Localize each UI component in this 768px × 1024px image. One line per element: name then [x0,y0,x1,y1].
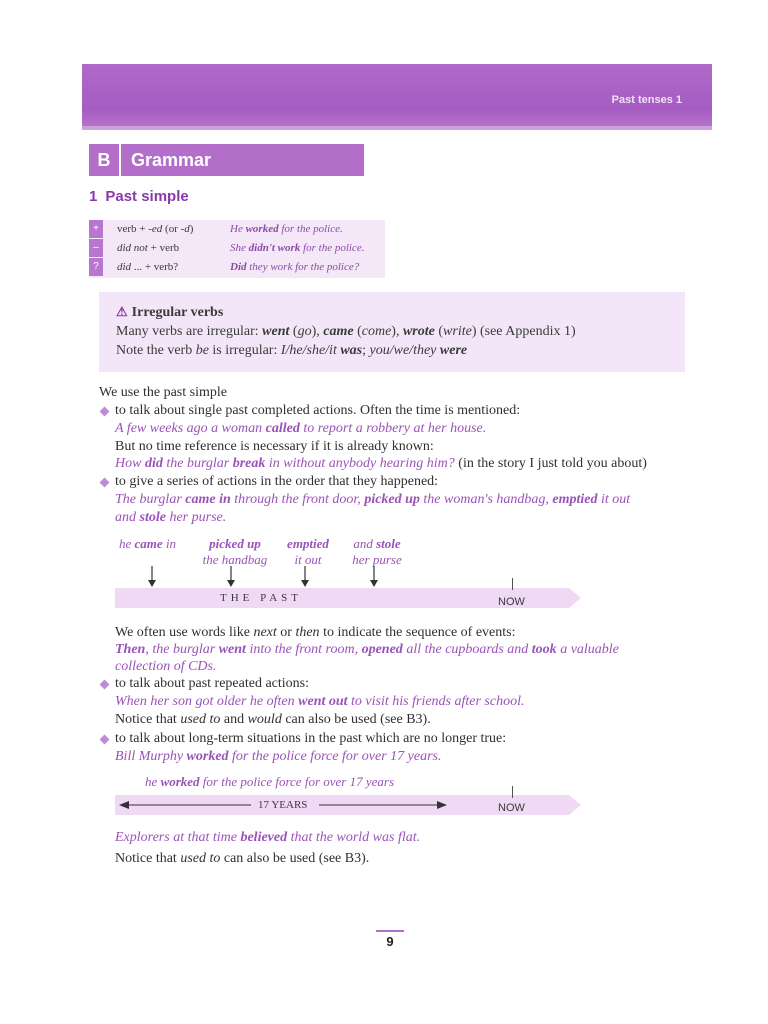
form-symbol: ? [89,258,103,276]
diagram-label-picked-up: picked up the handbag [202,536,268,567]
subsection-number: 1 [89,188,98,205]
timeline-tip [569,795,581,815]
sequence-text: We often use words like next or then to indicate the sequence of events: [115,625,516,640]
arrow-down-icon [368,566,380,588]
irregular-verbs-note [99,292,685,372]
usage-1-text: to talk about single past completed actions. Often the time is mentioned: [115,403,521,418]
header-bar-edge [82,126,712,130]
usage-3-text: to talk about past repeated actions: [115,676,309,691]
timeline-past-label: THE PAST [220,592,303,604]
usage-1-example-2: How did the burglar break in without anybody hearing him? (in the story I just told you about) [115,456,647,471]
now-label: NOW [498,802,525,814]
sequence-example-1: Then, the burglar went into the front room, opened all the cupboards and took a valuable [115,642,619,657]
running-head: Past tenses 1 [611,94,682,106]
page-number-rule [376,930,404,932]
arrow-down-icon [225,566,237,588]
form-symbol: + [89,220,103,238]
bullet-icon [100,407,110,417]
warning-icon: ⚠ [116,304,128,319]
diagram-label-emptied: emptied it out [287,536,329,567]
usage-2-example-2: and stole her purse. [115,510,227,525]
final-note: Notice that used to can also be used (see B3). [115,851,370,866]
diagram-label-came-in: he came in [119,536,177,551]
usage-1-text-2: But no time reference is necessary if it is already known: [115,439,434,454]
section-banner [89,144,364,176]
form-example: He worked for the police. [230,223,343,235]
arrow-down-icon [299,566,311,588]
form-row-affirmative [89,220,385,239]
section-letter: B [89,144,121,176]
form-table [89,220,385,278]
years-label: 17 YEARS [258,799,308,811]
final-example: Explorers at that time believed that the world was flat. [115,830,421,845]
usage-1-example-1: A few weeks ago a woman called to report a robbery at her house. [115,421,487,436]
section-title: Grammar [131,149,212,170]
form-row-question [89,258,385,277]
subsection-title: Past simple [105,188,189,205]
arrow-down-icon [146,566,158,588]
now-tick [512,578,513,590]
note-title: ⚠ Irregular verbs [116,304,224,320]
form-row-negative [89,239,385,258]
diagram-2-label: he worked for the police force for over 17 years [145,774,395,789]
usage-4-example: Bill Murphy worked for the police force for over 17 years. [115,749,442,764]
form-pattern: did not + verb [117,242,180,254]
form-pattern: did ... + verb? [117,261,179,273]
usage-intro: We use the past simple [99,385,227,400]
bullet-icon [100,735,110,745]
page-number: 9 [386,934,394,949]
form-example: Did they work for the police? [230,261,360,273]
diagram-label-stole: and stole her purse [352,536,402,567]
now-label: NOW [498,596,525,608]
usage-3-example: When her son got older he often went out to visit his friends after school. [115,694,525,709]
usage-4-text: to talk about long-term situations in the past which are no longer true: [115,731,507,746]
usage-3-note: Notice that used to and would can also be used (see B3). [115,712,431,727]
usage-2-example-1: The burglar came in through the front door, picked up the woman's handbag, emptied it out [115,492,631,507]
now-tick [512,786,513,798]
subsection-heading [89,188,189,205]
note-line-1: Many verbs are irregular: went (go), came (come), wrote (write) (see Appendix 1) [116,324,576,339]
note-line-2: Note the verb be is irregular: I/he/she/it was; you/we/they were [116,343,468,358]
bullet-icon [100,478,110,488]
sequence-example-2: collection of CDs. [115,659,217,674]
timeline-tip [569,588,581,608]
form-example: She didn't work for the police. [230,242,365,254]
form-pattern: verb + -ed (or -d) [117,223,194,235]
usage-2-text: to give a series of actions in the order that they happened: [115,474,439,489]
form-symbol: – [89,239,103,257]
bullet-icon [100,680,110,690]
